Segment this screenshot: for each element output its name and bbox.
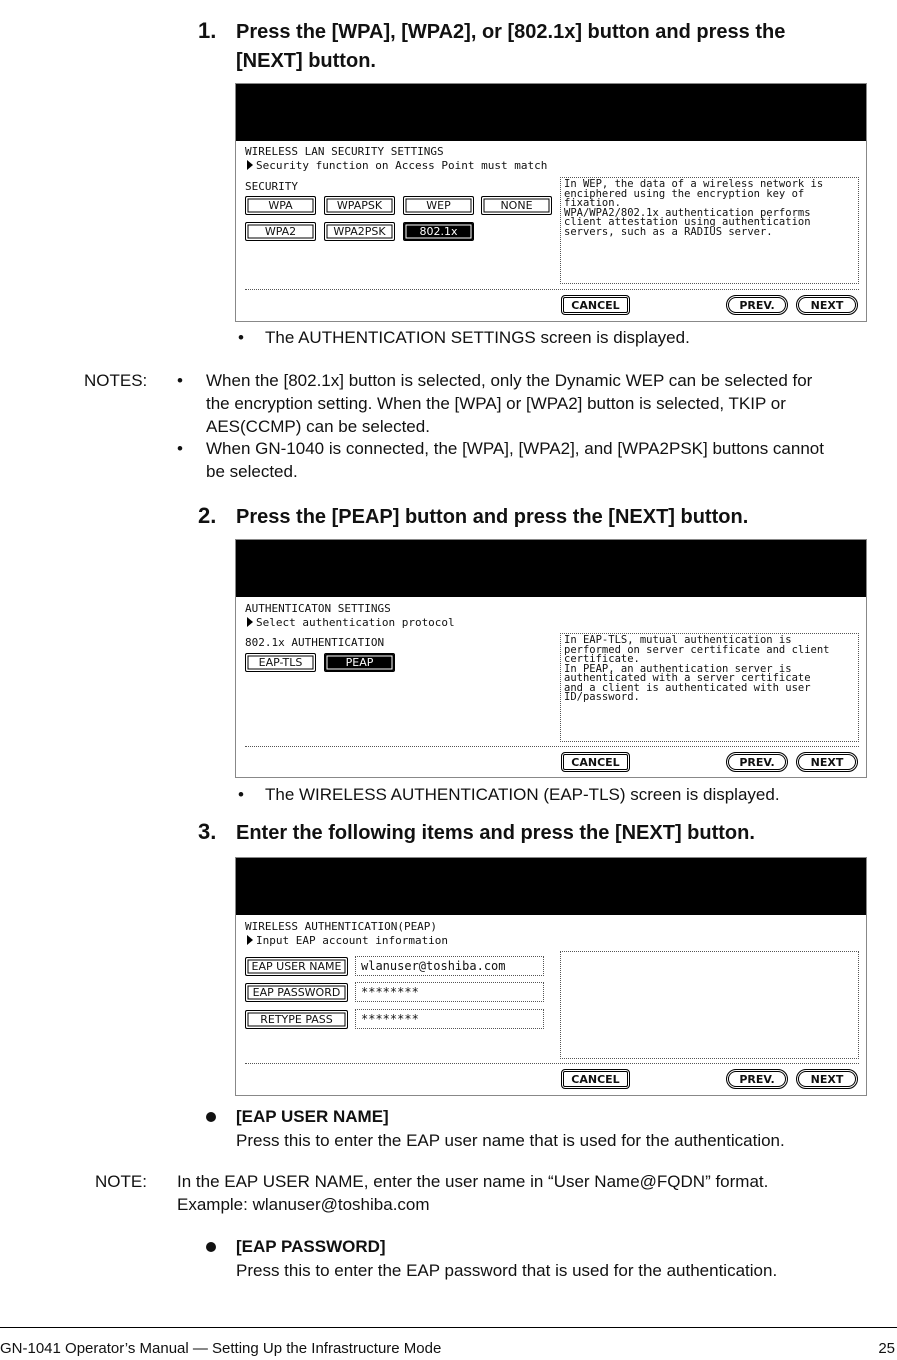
wpa2-button[interactable]: WPA2 (245, 222, 316, 241)
note-1-line1: When the [802.1x] button is selected, only the Dynamic WEP can be selected for (206, 371, 813, 390)
prev-button[interactable]: PREV. (726, 295, 788, 315)
bullet-marker: • (177, 439, 183, 458)
note-1-line3: AES(CCMP) can be selected. (206, 417, 430, 436)
triangle-icon (247, 617, 253, 627)
triangle-icon (247, 160, 253, 170)
bullet-marker: • (177, 371, 183, 390)
prev-button[interactable]: PREV. (726, 1069, 788, 1089)
info-box: In EAP-TLS, mutual authentication is performed on server certificate and client certificate. In PEAP, an authentication server is authenticated with a server certificate and a client is authenticated with user ID/password. (560, 633, 859, 742)
step-1-text-line1: Press the [WPA], [WPA2], or [802.1x] button and press the (236, 21, 786, 43)
note-label: NOTE: (95, 1172, 147, 1191)
screen-subtitle: Input EAP account information (245, 934, 448, 947)
bullet-marker: • (238, 328, 244, 347)
after-step-1-text: The AUTHENTICATION SETTINGS screen is displayed. (265, 328, 690, 347)
section-label: 802.1x AUTHENTICATION (245, 636, 385, 649)
bullet-dot-icon (206, 1112, 216, 1122)
screen-title: AUTHENTICATON SETTINGS (245, 602, 391, 615)
page-number: 25 (878, 1340, 895, 1357)
step-3-text: Enter the following items and press the [NEXT] button. (236, 822, 755, 844)
security-settings-screen (235, 83, 867, 322)
footer-title: GN-1041 Operator’s Manual — Setting Up the Infrastructure Mode (0, 1340, 442, 1357)
divider (245, 289, 859, 290)
footer-rule (0, 1327, 897, 1328)
cancel-button[interactable]: CANCEL (561, 1069, 630, 1089)
note-1-line2: the encryption setting. When the [WPA] or [WPA2] button is selected, TKIP or (206, 394, 786, 413)
divider (245, 746, 859, 747)
info-box: In WEP, the data of a wireless network is enciphered using the encryption key of fixation. WPA/WPA2/802.1x authentication performs client attestation using authentication servers, such as a RADIUS server. (560, 177, 859, 284)
8021x-button[interactable]: 802.1x (403, 222, 474, 241)
note-2-line1: When GN-1040 is connected, the [WPA], [WPA2], and [WPA2PSK] buttons cannot (206, 439, 824, 458)
screen-subtitle: Select authentication protocol (245, 616, 455, 629)
note-item-2 (206, 437, 891, 483)
wpa2psk-button[interactable]: WPA2PSK (324, 222, 395, 241)
wpa-button[interactable]: WPA (245, 196, 316, 215)
notes-label: NOTES: (84, 371, 148, 390)
eap-user-name-field[interactable]: wlanuser@toshiba.com (355, 956, 544, 976)
info-box (560, 951, 859, 1059)
screen-title: WIRELESS AUTHENTICATION(PEAP) (245, 920, 438, 933)
wpapsk-button[interactable]: WPAPSK (324, 196, 395, 215)
prev-button[interactable]: PREV. (726, 752, 788, 772)
item-title: [EAP PASSWORD] (236, 1237, 386, 1256)
retype-pass-field[interactable]: ******** (355, 1009, 544, 1029)
eap-password-field[interactable]: ******** (355, 982, 544, 1002)
cancel-button[interactable]: CANCEL (561, 752, 630, 772)
note-line2: Example: wlanuser@toshiba.com (177, 1195, 430, 1214)
step-1-text-line2: [NEXT] button. (236, 50, 376, 72)
screen-header-bar (236, 84, 866, 141)
none-button[interactable]: NONE (481, 196, 552, 215)
after-step-2-text: The WIRELESS AUTHENTICATION (EAP-TLS) screen is displayed. (265, 785, 780, 804)
note-line1: In the EAP USER NAME, enter the user name in “User Name@FQDN” format. (177, 1172, 769, 1191)
wireless-authentication-screen (235, 857, 867, 1096)
eap-user-name-button[interactable]: EAP USER NAME (245, 957, 348, 976)
step-2-text: Press the [PEAP] button and press the [NEXT] button. (236, 506, 749, 528)
next-button[interactable]: NEXT (796, 1069, 858, 1089)
bullet-dot-icon (206, 1242, 216, 1252)
item-title: [EAP USER NAME] (236, 1107, 389, 1126)
triangle-icon (247, 935, 253, 945)
wep-button[interactable]: WEP (403, 196, 474, 215)
item-description: Press this to enter the EAP password that is used for the authentication. (236, 1261, 778, 1280)
screen-header-bar (236, 540, 866, 597)
divider (245, 1063, 859, 1064)
eap-tls-button[interactable]: EAP-TLS (245, 653, 316, 672)
retype-pass-button[interactable]: RETYPE PASS (245, 1010, 348, 1029)
step-1-number: 1. (198, 18, 217, 43)
next-button[interactable]: NEXT (796, 752, 858, 772)
step-1-text (236, 18, 886, 76)
note-item-1 (206, 369, 891, 438)
authentication-settings-screen (235, 539, 867, 778)
item-description: Press this to enter the EAP user name that is used for the authentication. (236, 1131, 785, 1150)
next-button[interactable]: NEXT (796, 295, 858, 315)
eap-password-button[interactable]: EAP PASSWORD (245, 983, 348, 1002)
screen-header-bar (236, 858, 866, 915)
section-label: SECURITY (245, 180, 298, 193)
note-2-line2: be selected. (206, 462, 298, 481)
screen-subtitle: Security function on Access Point must match (245, 159, 547, 172)
step-2-number: 2. (198, 503, 217, 528)
peap-button[interactable]: PEAP (324, 653, 395, 672)
cancel-button[interactable]: CANCEL (561, 295, 630, 315)
step-3-number: 3. (198, 819, 217, 844)
screen-title: WIRELESS LAN SECURITY SETTINGS (245, 145, 444, 158)
bullet-marker: • (238, 785, 244, 804)
